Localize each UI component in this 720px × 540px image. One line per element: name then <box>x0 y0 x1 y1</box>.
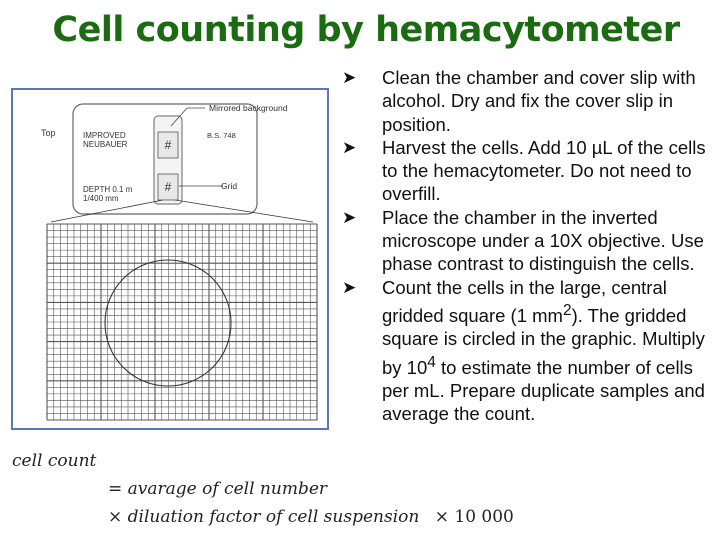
brand-line2: NEUBAUER <box>83 140 128 149</box>
procedure-list <box>342 66 714 426</box>
depth-line1: DEPTH 0.1 m <box>83 185 133 194</box>
label-grid: Grid <box>221 181 238 191</box>
step-item <box>342 276 714 426</box>
label-mirrored: Mirrored background <box>209 103 288 113</box>
times-symbol: × <box>108 507 123 527</box>
formula-line-1: cell count <box>12 451 97 471</box>
times-symbol: × <box>434 507 449 527</box>
hemacytometer-figure <box>11 88 329 430</box>
arrow-bullet-icon: ➤ <box>342 207 357 227</box>
hemacytometer-diagram <box>13 90 327 428</box>
step-4-sup-exp: 4 <box>427 353 436 371</box>
formula-dilution-text: diluation factor of cell suspension <box>122 507 420 527</box>
arrow-bullet-icon: ➤ <box>342 68 357 87</box>
brand-line1: IMPROVED <box>83 131 126 140</box>
step-3-text: Place the chamber in the inverted microscope under a 10X objective. Use phase contrast to distinguish the cells. <box>382 206 704 275</box>
counting-grid <box>47 224 317 420</box>
arrow-bullet-icon: ➤ <box>342 137 357 157</box>
formula-line-2: = avarage of cell number <box>108 479 328 499</box>
step-4-sup-area: 2 <box>562 301 572 319</box>
step-item <box>342 66 714 136</box>
slide-title: Cell counting by hemacytometer <box>52 10 680 50</box>
label-top: Top <box>41 128 56 138</box>
formula-line-3 <box>108 507 514 527</box>
svg-text:#: # <box>164 138 172 152</box>
depth-line2: 1/400 mm <box>83 194 119 203</box>
step-item <box>342 136 714 206</box>
arrow-bullet-icon: ➤ <box>342 277 357 297</box>
step-4-text: Count the cells in the large, central gridded square (1 mm <box>382 276 667 327</box>
formula-value: 10 000 <box>454 507 514 527</box>
bs-code: B.S. 748 <box>207 131 236 140</box>
step-2-text: Harvest the cells. Add 10 µL of the cells to the hemacytometer. Do not need to overfill. <box>382 136 706 205</box>
step-4-text-post: to estimate the number of cells per mL. Prepare duplicate samples and average the count. <box>382 356 705 425</box>
step-item <box>342 206 714 276</box>
central-square-circle <box>105 260 231 386</box>
step-4-text-mid: ). The gridded square is circled in the graphic. Multiply by 10 <box>382 305 705 378</box>
svg-text:#: # <box>164 180 172 194</box>
step-1-text: Clean the chamber and cover slip with alcohol. Dry and fix the cover slip in position. <box>382 67 696 135</box>
